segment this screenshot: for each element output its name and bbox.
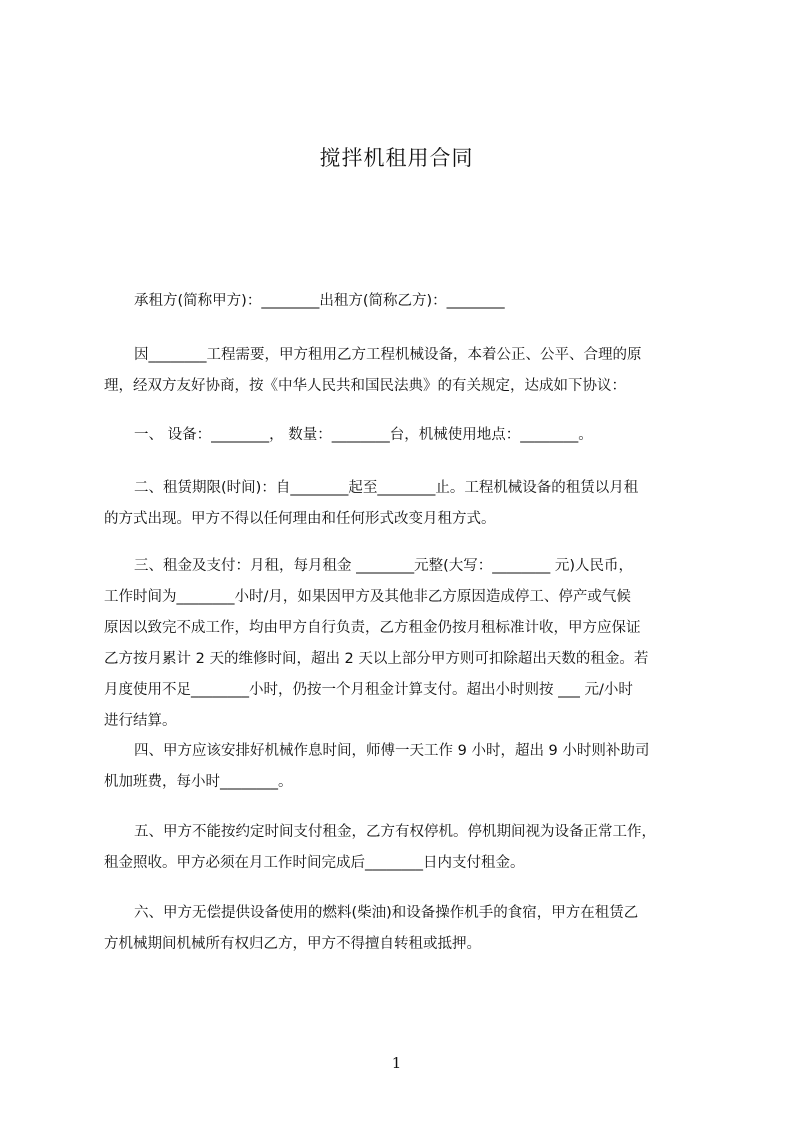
clause-3-paragraph	[104, 551, 702, 737]
clause-4-line-2: 机加班费，每小时________。	[104, 774, 293, 790]
clause-3-line-6: 进行结算。	[104, 713, 177, 729]
clause-6-line-1: 六、甲方无偿提供设备使用的燃料(柴油)和设备操作机手的食宿，甲方在租赁乙	[134, 905, 639, 921]
clause-5-line-2: 租金照收。甲方必须在月工作时间完成后________日内支付租金。	[104, 855, 525, 871]
clause-3-line-3: 原因以致完不成工作，均由甲方自行负责，乙方租金仍按月租标准计收，甲方应保证	[104, 620, 641, 636]
clause-2-line-1: 二、租赁期限(时间)：自________起至________止。工程机械设备的租赁以月租	[134, 480, 639, 496]
clause-6-paragraph	[104, 898, 702, 960]
clause-5-line-1: 五、甲方不能按约定时间支付租金，乙方有权停机。停机期间视为设备正常工作，	[134, 824, 656, 840]
clause-6-line-2: 方机械期间机械所有权归乙方，甲方不得擅自转租或抵押。	[104, 936, 481, 952]
clause-3-line-5: 月度使用不足________小时，仍按一个月租金计算支付。超出小时则按 ___ 元/小时	[104, 682, 633, 698]
clause-4-line-1: 四、甲方应该安排好机械作息时间，师傅一天工作 9 小时，超出 9 小时则补助司	[134, 743, 650, 759]
preamble-line-2: 理，经双方友好协商，按《中华人民共和国民法典》的有关规定，达成如下协议：	[104, 378, 626, 394]
clause-4-paragraph	[104, 736, 702, 798]
parties-paragraph	[104, 286, 702, 317]
page-number: 1	[391, 1054, 402, 1072]
preamble-line-1: 因________工程需要，甲方租用乙方工程机械设备，本着公正、公平、合理的原	[134, 347, 642, 363]
clause-1-paragraph	[104, 420, 702, 451]
clause-3-line-1: 三、租金及支付：月租，每月租金 ________元整(大写：________ 元)人民币，	[134, 558, 634, 574]
clause-1-line: 一、 设备：________， 数量：________台，机械使用地点：________。	[134, 427, 593, 443]
page-title: 搅拌机租用合同	[319, 146, 474, 170]
parties-line: 承租方(简称甲方)：________出租方(简称乙方)：________	[134, 293, 505, 309]
clause-3-line-2: 工作时间为________小时/月，如果因甲方及其他非乙方原因造成停工、停产或气候	[104, 589, 631, 605]
preamble-paragraph	[104, 340, 702, 402]
clause-5-paragraph	[104, 817, 702, 879]
clause-2-paragraph	[104, 473, 702, 535]
clause-3-line-4: 乙方按月累计 2 天的维修时间，超出 2 天以上部分甲方则可扣除超出天数的租金。若	[104, 651, 649, 667]
clause-2-line-2: 的方式出现。甲方不得以任何理由和任何形式改变月租方式。	[104, 511, 496, 527]
